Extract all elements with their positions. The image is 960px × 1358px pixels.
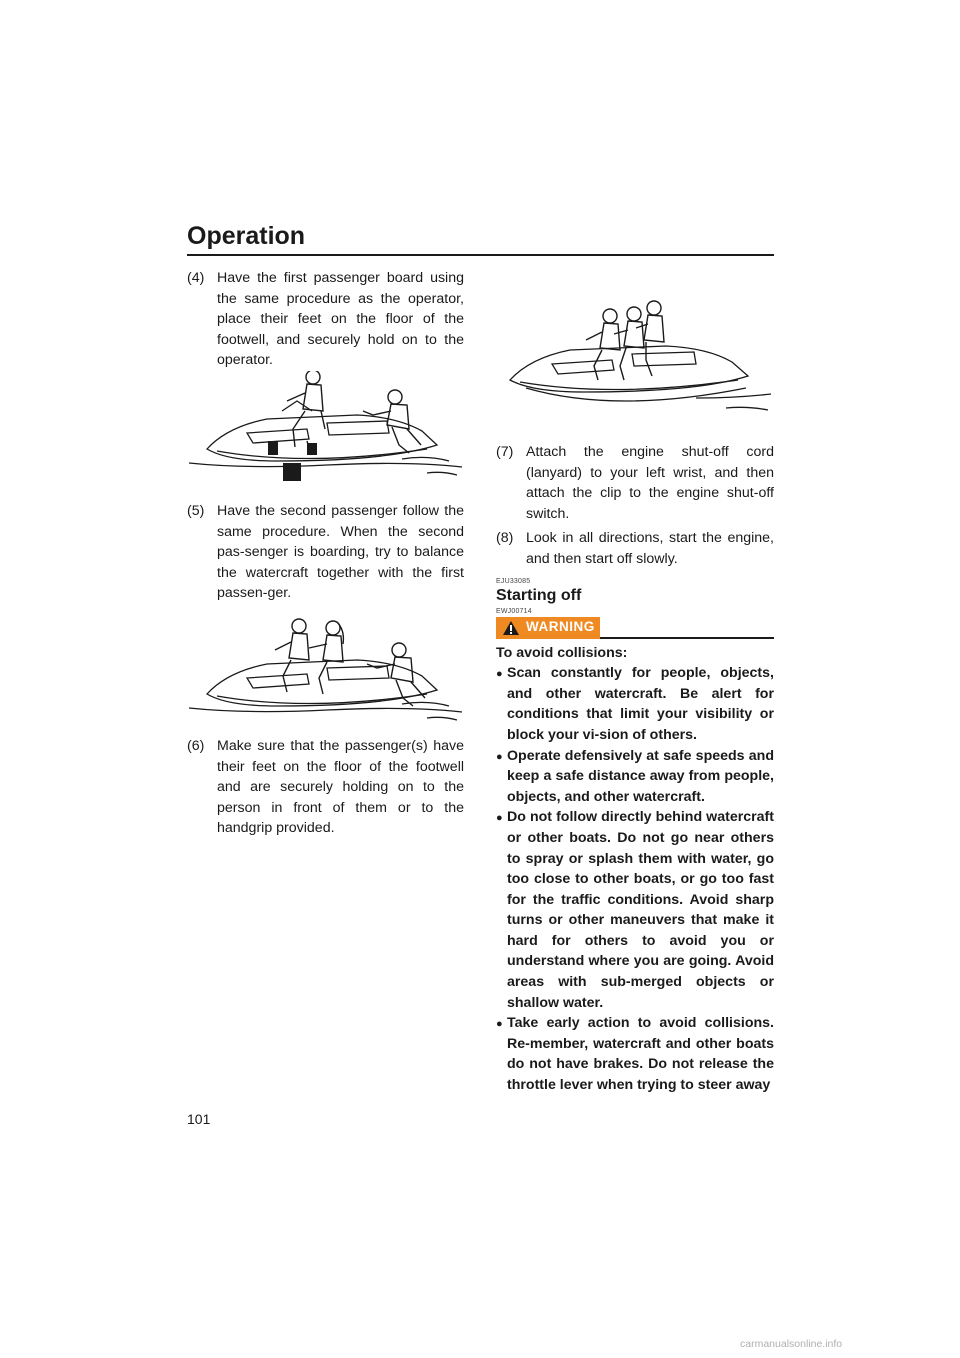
step-number: (4) <box>187 270 205 286</box>
warning-intro: To avoid collisions: <box>496 644 628 661</box>
page-number: 101 <box>187 1111 211 1127</box>
bullet-text: Do not follow directly behind watercraft or other boats. Do not go near others to spray or splash them with water, go too close to other boats, or go too fast for the traffic conditions. Avoid sharp turns or other maneuvers that make it hard for others to avoid you or understand where you are going. Avoid areas with sub-merged objects or shallow water. <box>507 809 774 1011</box>
bullet-icon: ● <box>496 812 503 825</box>
step-7 <box>496 442 774 524</box>
step-6 <box>187 736 464 839</box>
bullet-icon: ● <box>496 668 503 681</box>
section-title: Starting off <box>496 586 582 604</box>
step-text: Have the first passenger board using the same procedure as the operator, place their feet on the floor of the footwell, and securely hold on to the operator. <box>217 270 464 369</box>
step-number: (6) <box>187 737 205 754</box>
step-number: (7) <box>496 444 514 460</box>
warning-bullet <box>496 807 774 1013</box>
bullet-icon: ● <box>496 750 503 763</box>
header-rule <box>187 254 774 256</box>
illustration-all-riders-seated <box>496 268 774 440</box>
step-4 <box>187 268 464 371</box>
warning-code: EWJ00714 <box>496 607 532 615</box>
step-number: (5) <box>187 502 205 519</box>
warning-rule <box>600 637 774 639</box>
step-5 <box>187 501 464 604</box>
left-column <box>187 268 464 839</box>
step-text: Look in all directions, start the engine, and then start off slowly. <box>526 530 774 567</box>
step-number: (8) <box>496 530 514 547</box>
watermark: carmanualsonline.info <box>740 1338 843 1350</box>
warning-triangle-icon <box>502 620 520 636</box>
warning-badge <box>496 617 600 639</box>
step-text: Have the second passenger follow the same procedure. When the second pas-senger is boarding, try to balance the watercraft together with the first passen-ger. <box>217 502 464 602</box>
warning-bullet <box>496 663 774 745</box>
bullet-text: Operate defensively at safe speeds and keep a safe distance away from people, objects, and other watercraft. <box>507 747 774 805</box>
bullet-icon: ● <box>496 1018 503 1031</box>
illustration-second-passenger-boarding <box>187 604 464 736</box>
bullet-text: Take early action to avoid collisions. Re-member, watercraft and other boats do not have brakes. Do not release the throttle lever when trying to steer away <box>507 1015 774 1094</box>
page-header-title: Operation <box>187 222 306 250</box>
warning-header <box>496 617 774 639</box>
right-column <box>496 268 774 1096</box>
warning-body <box>496 643 774 1096</box>
bullet-text: Scan constantly for people, objects, and other watercraft. Be alert for conditions that limit your visibility or block your vi-sion of others. <box>507 665 774 743</box>
section-code: EJU33085 <box>496 577 531 585</box>
warning-bullet <box>496 1013 774 1095</box>
footwell-marker <box>283 463 301 481</box>
step-text: Make sure that the passenger(s) have their feet on the floor of the footwell and are securely holding on to the person in front of them or to the handgrip provided. <box>217 737 464 837</box>
step-text: Attach the engine shut-off cord (lanyard) to your left wrist, and then attach the clip to the engine shut-off switch. <box>526 444 774 522</box>
illustration-first-passenger-boarding <box>187 371 464 501</box>
step-8 <box>496 528 774 569</box>
warning-bullet <box>496 746 774 808</box>
warning-label: WARNING <box>526 619 595 635</box>
